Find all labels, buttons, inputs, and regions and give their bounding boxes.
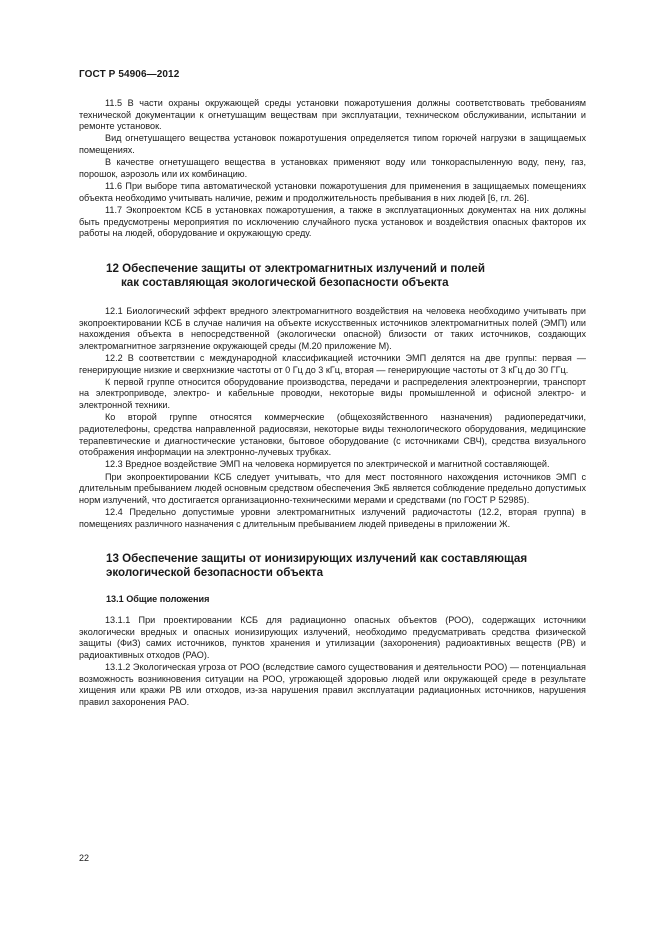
subsection-13-1-heading: 13.1 Общие положения [106, 594, 210, 605]
section-12-heading [79, 262, 586, 290]
paragraph-11-6: 11.6 При выборе типа автоматической установки пожаротушения для применения в защищаемых помещениях объекта необходимо учитывать наличие, режим и продолжительность пребывания в них людей [6, гл. 26]. [79, 181, 586, 203]
paragraph-13-1-1: 13.1.1 При проектировании КСБ для радиационно опасных объектов (РОО), содержащих источники экологически вредных и опасных ионизирующих излучений, необходимо предусматривать средства физической защиты (ФиЗ) самих источников, пунктов хранения и утилизации (захоронения) радиоактивных веществ (РВ) и радиоактивных отходов (РАО). [79, 615, 586, 660]
paragraph: При экопроектировании КСБ следует учитывать, что для мест постоянного нахождения источников ЭМП с длительным пребыванием людей основным средством обеспечения ЭкБ является соблюдение предельно допустимых норм излучений, что достигается организационно-техническими мерами и средствами (по ГОСТ Р 52985). [79, 471, 586, 505]
paragraph: К первой группе относится оборудование производства, передачи и распределения электроэнергии, транспорт на электроприводе, электро- и кабельные проводки, некоторые виды промышленной и офисной электро- и электронной техники. [79, 376, 586, 411]
section-13-title-line2: экологической безопасности объекта [106, 566, 324, 580]
section-12-title-line1: 12 Обеспечение защиты от электромагнитных излучений и полей [106, 261, 485, 275]
page-number: 22 [79, 853, 90, 863]
document-header: ГОСТ Р 54906—2012 [79, 69, 180, 80]
paragraph-11-5: 11.5 В части охраны окружающей среды установки пожаротушения должны соответствовать требованиям технической документации к огнетушащим веществам при эксплуатации, техническом обслуживании, испытании и ремонте установок. [79, 98, 586, 132]
paragraph-12-4: 12.4 Предельно допустимые уровни электромагнитных излучений радиочастоты (12.2, вторая группа) в помещениях различного назначения с длительным пребыванием людей приведены в приложении Ж. [79, 507, 586, 529]
paragraph-12-2: 12.2 В соответствии с международной классификацией источники ЭМП делятся на две группы: первая — генерирующие низкие и сверхнизкие частоты от 0 Гц до 3 кГц, вторая — генерирующие частоты от 3 кГц до 30 ГГц. [79, 353, 586, 375]
paragraph-13-1-2: 13.1.2 Экологическая угроза от РОО (вследствие самого существования и деятельности РОО) — потенциальная возможность возникновения ситуации на РОО, угрожающей здоровью людей или окружающей среде в результате хищения или кражи РВ или отходов, из-за нарушения правил эксплуатации радиационных источников, нарушения правил захоронения РАО. [79, 662, 586, 708]
paragraph: В качестве огнетушащего вещества в установках применяют воду или тонкораспыленную воду, пену, газ, порошок, аэрозоль или их комбинацию. [79, 157, 586, 179]
section-13-heading [79, 552, 586, 580]
document-body [79, 98, 586, 709]
paragraph-12-1: 12.1 Биологический эффект вредного электромагнитного воздействия на человека необходимо учитывать при экопроектировании КСБ в случае наличия на объекте искусственных источников электромагнитных полей (ЭМП) или нахождения объекта в непосредственной (экологически опасной) близости от таких источников, создающих электромагнитное загрязнение окружающей среды (М.20 приложение М). [79, 305, 586, 351]
paragraph-12-3: 12.3 Вредное воздействие ЭМП на человека нормируется по электрической и магнитной составляющей. [105, 459, 550, 470]
section-12-title-line2: как составляющая экологической безопасности объекта [121, 275, 449, 289]
paragraph-11-7: 11.7 Экопроектом КСБ в установках пожаротушения, а также в эксплуатационных документах на них должны быть предусмотрены мероприятия по исключению случайного пуска установок и воздействия опасных факторов их работы на людей, оборудование и окружающую среду. [79, 204, 586, 239]
paragraph: Вид огнетушащего вещества установок пожаротушения определяется типом горючей нагрузки в защищаемых помещениях. [79, 133, 586, 156]
paragraph: Ко второй группе относятся коммерческие (общехозяйственного назначения) радиопередатчики, радиотелефоны, средства направленной радиосвязи, некоторые виды технологического оборудования, медицинские терапевтические и диагностические установки, бытовое оборудование (с источниками СВЧ), средства визуального отображения информации на электронно-лучевых трубках. [79, 412, 586, 458]
section-13-title-line1: 13 Обеспечение защиты от ионизирующих излучений как составляющая [106, 552, 528, 566]
